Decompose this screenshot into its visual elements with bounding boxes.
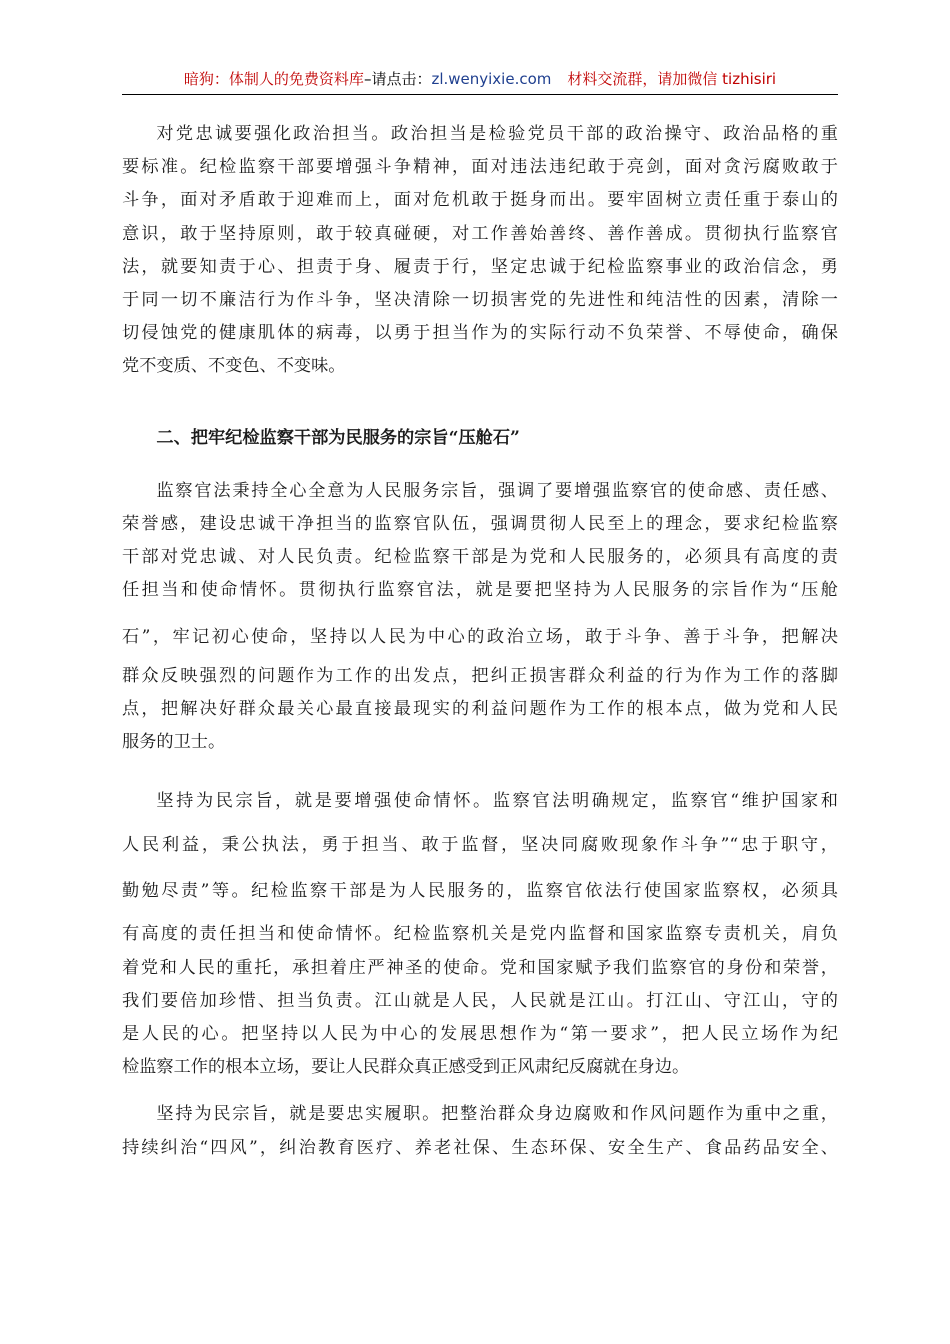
paragraph-line: 有高度的责任担当和使命情怀。纪检监察机关是党内监督和国家监察专责机关，肩负 [122,924,838,945]
header-site-name: 暗狗：体制人的免费资料库 [183,70,364,88]
paragraph-line: 着党和人民的重托，承担着庄严神圣的使命。党和国家赋予我们监察官的身份和荣誉， [122,957,838,978]
paragraph-line: 任担当和使命情怀。贯彻执行监察官法，就是要把坚持为人民服务的宗旨作为“压舱 [122,580,838,601]
paragraph-line: 勤勉尽责”等。纪检监察干部是为人民服务的，监察官依法行使国家监察权，必须具 [122,881,838,902]
paragraph-line: 荣誉感，建设忠诚干净担当的监察官队伍，强调贯彻人民至上的理念，要求纪检监察 [122,514,838,535]
paragraph-3 [122,785,838,1084]
paragraph-line: 持续纠治“四风”，纠治教育医疗、养老社保、生态环保、安全生产、食品药品安全、 [122,1137,838,1158]
paragraph-line: 服务的卫士。 [122,732,226,753]
paragraph-1 [122,118,838,384]
header-prompt: –请点击： [363,70,432,88]
paragraph-line: 我们要倍加珍惜、担当负责。江山就是人民，人民就是江山。打江山、守江山，守的 [122,990,838,1011]
paragraph-line: 法，就要知责于心、担责于身、履责于行，坚定忠诚于纪检监察事业的政治信念，勇 [122,256,838,277]
section-heading: 二、把牢纪检监察干部为民服务的宗旨“压舱石” [156,427,520,448]
paragraph-line: 群众反映强烈的问题作为工作的出发点，把纠正损害群众利益的行为作为工作的落脚 [122,665,838,686]
paragraph-line: 对党忠诚要强化政治担当。政治担当是检验党员干部的政治操守、政治品格的重 [156,124,838,144]
paragraph-2 [122,475,838,759]
paragraph-line: 点，把解决好群众最关心最直接最现实的利益问题作为工作的根本点，做为党和人民 [122,698,838,719]
paragraph-4 [122,1098,838,1164]
paragraph-line: 坚持为民宗旨，就是要忠实履职。把整治群众身边腐败和作风问题作为重中之重， [156,1104,838,1125]
paragraph-line: 监察官法秉持全心全意为人民服务宗旨，强调了要增强监察官的使命感、责任感、 [156,480,838,501]
header-url-link[interactable]: zl.wenyixie.com [431,70,552,88]
paragraph-line: 人民利益，秉公执法，勇于担当、敢于监督，坚决同腐败现象作斗争”“忠于职守， [122,835,838,856]
paragraph-line: 意识，敢于坚持原则，敢于较真碰硬，对工作善始善终、善作善成。贯彻执行监察官 [122,223,838,244]
paragraph-line: 切侵蚀党的健康肌体的病毒，以勇于担当作为的实际行动不负荣誉、不辱使命，确保 [122,323,838,344]
paragraph-line: 是人民的心。把坚持以人民为中心的发展思想作为“第一要求”，把人民立场作为纪 [122,1024,838,1045]
paragraph-line: 干部对党忠诚、对人民负责。纪检监察干部是为党和人民服务的，必须具有高度的责 [122,547,838,568]
paragraph-line: 要标准。纪检监察干部要增强斗争精神，面对违法违纪敢于亮剑，面对贪污腐败敢于 [122,157,838,178]
header-wechat-note: 材料交流群，请加微信 tizhisiri [567,70,777,88]
paragraph-line: 党不变质、不变色、不变味。 [122,356,346,377]
document-body [122,118,838,1165]
paragraph-line: 斗争，面对矛盾敢于迎难而上，面对危机敢于挺身而出。要牢固树立责任重于泰山的 [122,190,838,211]
paragraph-line: 坚持为民宗旨，就是要增强使命情怀。监察官法明确规定，监察官“维护国家和 [156,791,838,812]
paragraph-line: 检监察工作的根本立场，要让人民群众真正感受到正风肃纪反腐就在身边。 [122,1057,690,1078]
paragraph-line: 石”，牢记初心使命，坚持以人民为中心的政治立场，敢于斗争、善于斗争，把解决 [122,626,838,647]
page-header [122,66,838,95]
paragraph-line: 于同一切不廉洁行为作斗争，坚决清除一切损害党的先进性和纯洁性的因素，清除一 [122,290,838,311]
